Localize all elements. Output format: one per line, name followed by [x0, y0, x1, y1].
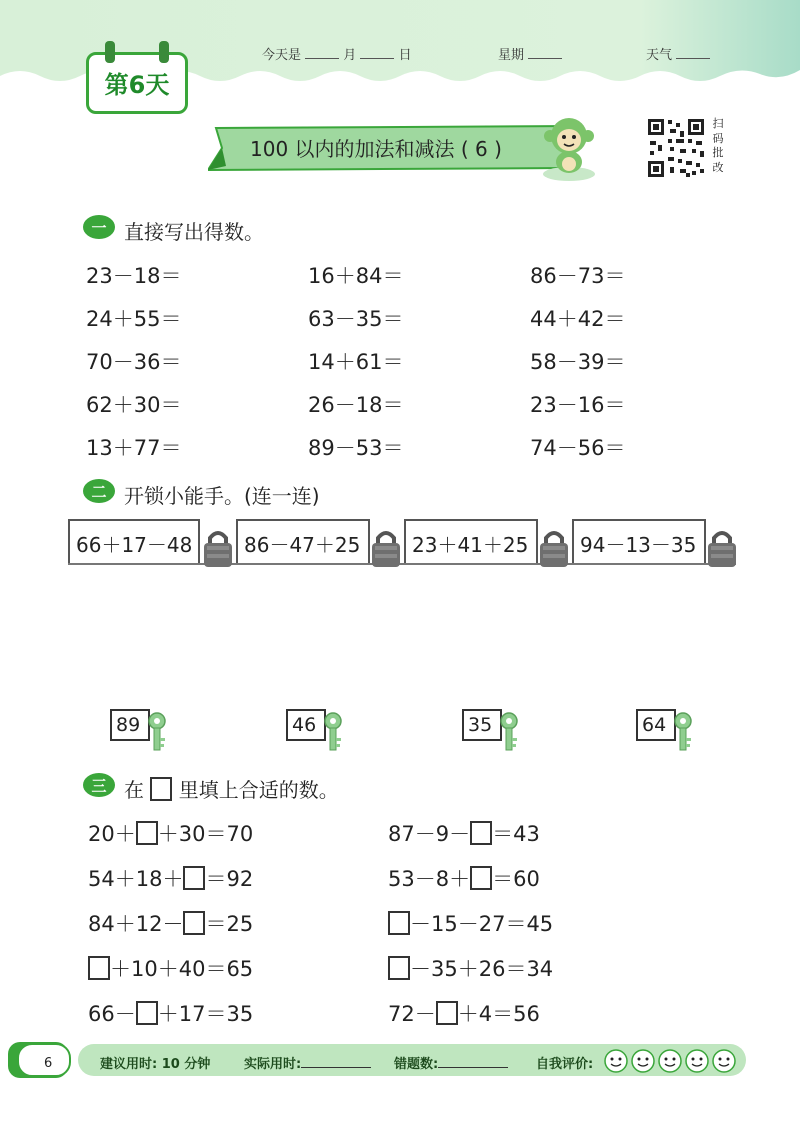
key-answer-text: 64 [642, 714, 667, 736]
self-eval-label: 自我评价: [536, 1057, 594, 1072]
equation-part: 53－8＋ [388, 867, 471, 891]
arithmetic-item: 26－18＝ [308, 393, 404, 417]
month-blank[interactable] [305, 46, 339, 59]
key-icon [498, 712, 520, 754]
lock-rail [68, 563, 736, 565]
arithmetic-item: 70－36＝ [86, 350, 182, 374]
key-answer[interactable] [110, 709, 150, 741]
key-icon [322, 712, 344, 754]
arithmetic-item: 44＋42＝ [530, 307, 626, 331]
answer-box[interactable] [388, 911, 410, 935]
equation-part: ＋17＝35 [157, 1002, 254, 1026]
fill-in-equation [88, 818, 253, 848]
padlock-icon [706, 528, 738, 568]
arithmetic-item: 89－53＝ [308, 436, 404, 460]
equation-part: 54＋18＋ [88, 867, 184, 891]
equation-part: 87－9－ [388, 822, 471, 846]
lock-expression-text: 86－47＋25 [244, 533, 361, 557]
weather-field[interactable] [646, 44, 710, 63]
arithmetic-item: 14＋61＝ [308, 350, 404, 374]
weather-label: 天气 [646, 48, 673, 63]
calendar-ring-icon [105, 41, 115, 63]
lock-expression-text: 23＋41＋25 [412, 533, 529, 557]
arithmetic-item: 74－56＝ [530, 436, 626, 460]
weekday-field[interactable] [498, 44, 562, 63]
section-title [124, 774, 339, 803]
padlock-icon [202, 528, 234, 568]
answer-box[interactable] [436, 1001, 458, 1025]
arithmetic-item: 23－18＝ [86, 264, 182, 288]
equation-part: 72－ [388, 1002, 436, 1026]
fill-in-equation [388, 818, 540, 848]
key-answer-text: 46 [292, 714, 317, 736]
section-title: 直接写出得数。 [124, 220, 264, 244]
error-count-blank[interactable] [438, 1067, 508, 1068]
equation-part: ＝92 [205, 867, 254, 891]
lock-expression[interactable] [236, 519, 370, 565]
qr-caption [710, 117, 726, 175]
error-count-label: 错题数: [394, 1057, 439, 1072]
arithmetic-item: 58－39＝ [530, 350, 626, 374]
weekday-label: 星期 [498, 48, 525, 63]
qr-caption-char: 改 [712, 160, 724, 174]
fill-in-equation [88, 953, 253, 983]
key-icon [672, 712, 694, 754]
equation-part: －15－27＝45 [410, 912, 554, 936]
section-number-badge [82, 214, 116, 240]
weekday-blank[interactable] [528, 46, 562, 59]
lesson-title: 100 以内的加法和减法 ( 6 ) [250, 137, 502, 161]
fill-in-equation [88, 908, 253, 938]
fill-in-equation [388, 908, 553, 938]
qr-caption-char: 扫 [712, 117, 724, 130]
qr-caption-char: 码 [712, 131, 724, 145]
fill-in-equation [388, 863, 540, 893]
arithmetic-item: 63－35＝ [308, 307, 404, 331]
arithmetic-item: 16＋84＝ [308, 264, 404, 288]
page-number: 6 [44, 1056, 53, 1071]
lock-expression-text: 66＋17－48 [76, 533, 193, 557]
lock-expression[interactable] [572, 519, 706, 565]
equation-part: ＝60 [492, 867, 540, 891]
fill-in-equation [88, 998, 253, 1028]
lock-expression[interactable] [404, 519, 538, 565]
smiley-face-icon [686, 1050, 708, 1072]
day-blank[interactable] [360, 46, 394, 59]
answer-box[interactable] [470, 821, 492, 845]
month-label: 月 [343, 48, 357, 63]
actual-time-blank[interactable] [301, 1067, 371, 1068]
section-number-badge [82, 478, 116, 504]
day-badge [86, 52, 188, 114]
padlock-icon [538, 528, 570, 568]
answer-box[interactable] [88, 956, 110, 980]
smiley-face-icon [659, 1050, 681, 1072]
smiley-face-icon [632, 1050, 654, 1072]
arithmetic-item: 24＋55＝ [86, 307, 182, 331]
qr-code-icon[interactable] [646, 117, 706, 179]
weather-blank[interactable] [676, 46, 710, 59]
section-title-suffix: 里填上合适的数。 [178, 778, 339, 802]
fill-in-equation [88, 863, 253, 893]
date-prefix: 今天是 [262, 48, 302, 63]
answer-box[interactable] [136, 821, 158, 845]
key-answer[interactable] [462, 709, 502, 741]
actual-time-label: 实际用时: [244, 1057, 302, 1072]
smiley-face-icon [605, 1050, 627, 1072]
error-count-field[interactable] [394, 1053, 508, 1072]
answer-box[interactable] [136, 1001, 158, 1025]
answer-box[interactable] [183, 866, 205, 890]
equation-part: ＋10＋40＝65 [110, 957, 254, 981]
actual-time-field[interactable] [244, 1053, 371, 1072]
qr-caption-char: 批 [712, 146, 724, 159]
section-number: 一 [91, 219, 107, 237]
equation-part: ＋30＝70 [157, 822, 254, 846]
answer-box[interactable] [388, 956, 410, 980]
lock-expression[interactable] [68, 519, 200, 565]
monkey-mascot-icon [536, 110, 602, 184]
smiley-face-icon [713, 1050, 735, 1072]
day-label: 第6天 [104, 71, 170, 99]
fill-in-equation [388, 998, 540, 1028]
calendar-ring-icon [159, 41, 169, 63]
rating-faces[interactable] [602, 1046, 742, 1076]
answer-box-sample [150, 777, 172, 801]
answer-box[interactable] [470, 866, 492, 890]
section-title-prefix: 在 [124, 778, 144, 802]
day-suffix: 日 [398, 48, 412, 63]
padlock-icon [370, 528, 402, 568]
section-number-badge [82, 772, 116, 798]
equation-part: ＋4＝56 [457, 1002, 540, 1026]
equation-part: 84＋12－ [88, 912, 184, 936]
fill-in-equation [388, 953, 553, 983]
section-number: 二 [91, 483, 107, 501]
equation-part: ＝43 [492, 822, 540, 846]
arithmetic-item: 62＋30＝ [86, 393, 182, 417]
suggested-time: 建议用时: 10 分钟 [100, 1057, 211, 1072]
equation-part: ＝25 [205, 912, 254, 936]
key-icon [146, 712, 168, 754]
arithmetic-item: 23－16＝ [530, 393, 626, 417]
section-title: 开锁小能手。(连一连) [124, 484, 320, 508]
key-answer-text: 89 [116, 714, 141, 736]
date-field[interactable] [262, 44, 412, 63]
key-answer[interactable] [286, 709, 326, 741]
arithmetic-item: 86－73＝ [530, 264, 626, 288]
arithmetic-item: 13＋77＝ [86, 436, 182, 460]
equation-part: 20＋ [88, 822, 136, 846]
key-answer-text: 35 [468, 714, 493, 736]
equation-part: －35＋26＝34 [410, 957, 554, 981]
lock-expression-text: 94－13－35 [580, 533, 697, 557]
section-number: 三 [91, 777, 107, 795]
equation-part: 66－ [88, 1002, 136, 1026]
key-answer[interactable] [636, 709, 676, 741]
answer-box[interactable] [183, 911, 205, 935]
